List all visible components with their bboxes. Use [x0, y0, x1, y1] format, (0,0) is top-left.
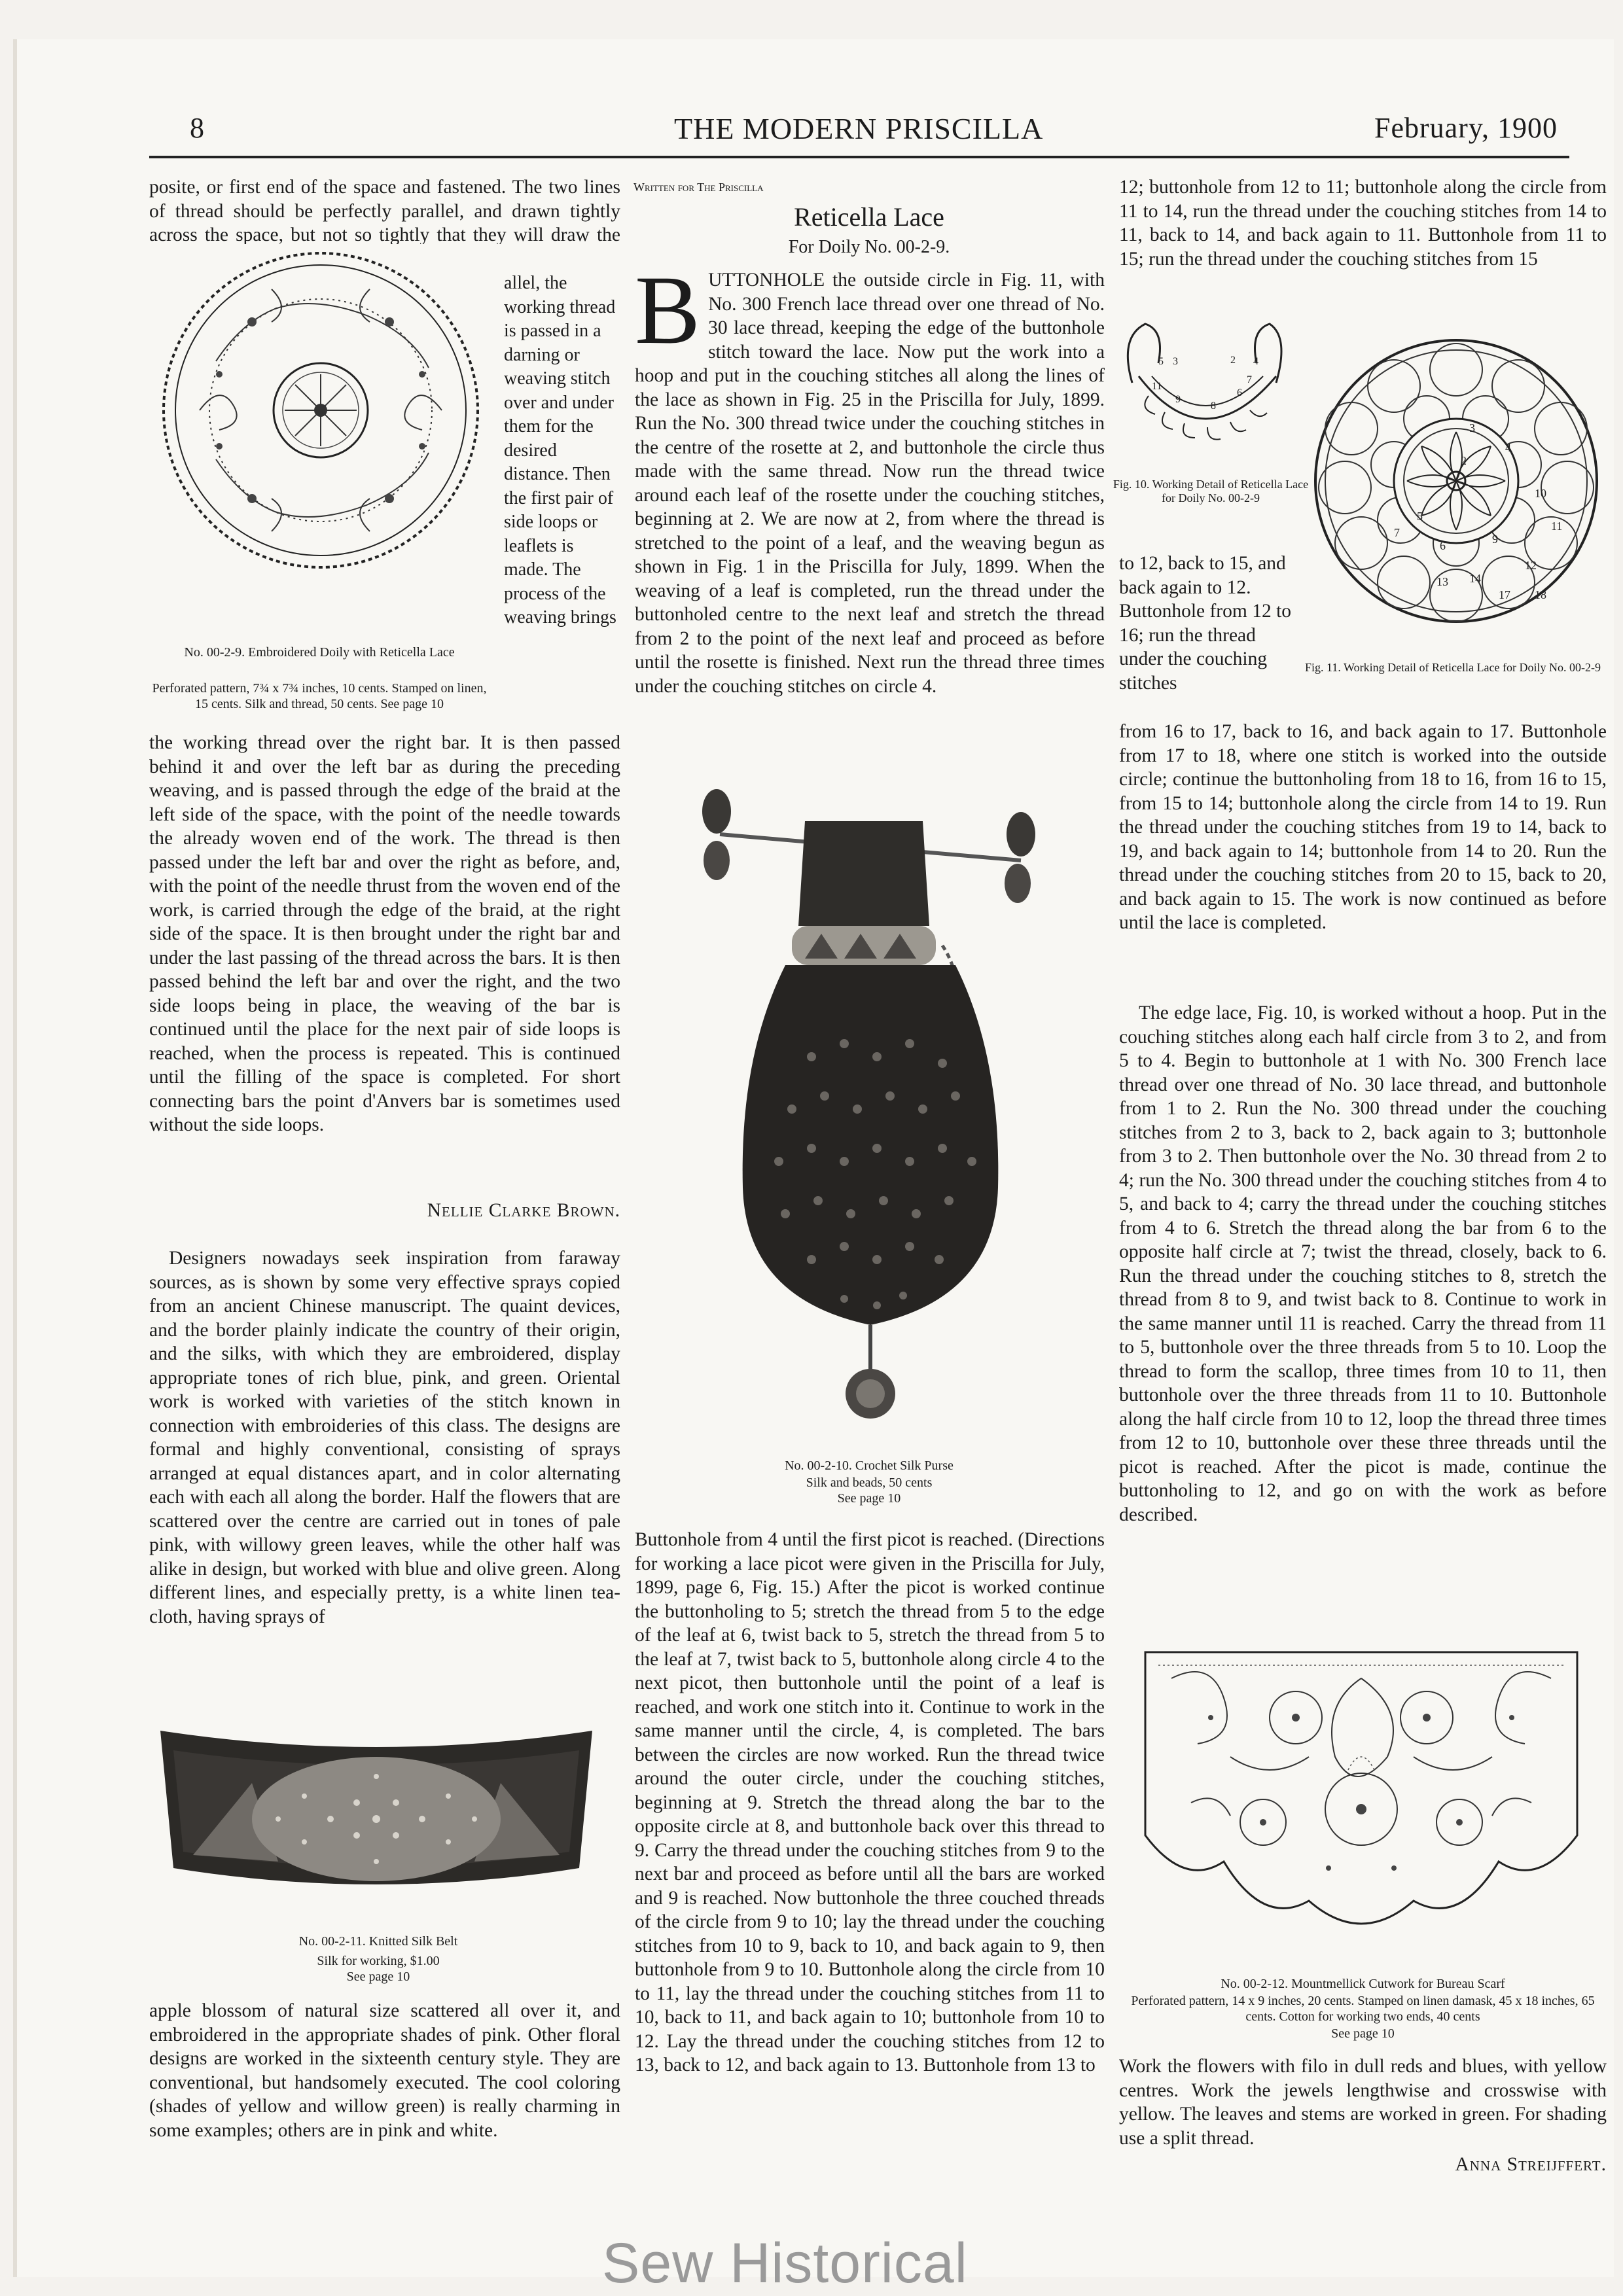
svg-text:7: 7 [1394, 526, 1400, 539]
svg-text:12: 12 [1525, 559, 1537, 572]
issue-date: February, 1900 [1374, 112, 1558, 144]
purse-caption-title: No. 00-2-10. Crochet Silk Purse [785, 1458, 954, 1473]
svg-text:5: 5 [1417, 510, 1423, 523]
svg-text:13: 13 [1436, 575, 1448, 588]
col3-para-mid: from 16 to 17, back to 16, and back again to 17. Buttonhole from 17 to 18, where one stitch is worked into the outside circle; continue the buttonholing from 18 to 16, from 16 to 15, from 15 to 14; buttonhole along the circle from 14 to 19. Run the thread under the couching stitches from 19 to 14, back to 19, and back again to 14; buttonhole from 14 to 20. Run the thread under the couching stitches from 20 to 15, back to 20, and back again to 15. The work is now continued as before until the lace is completed. [1119, 721, 1607, 933]
col1-para-bottom: apple blossom of natural size scattered all over it, and embroidered in the appropriate shades of pink. Other floral designs are worked in the sixteenth century style. They are conventional, but handsomely executed. The cool coloring (shades of yellow and willow green) is really charming in some examples; others are in pink and white. [149, 2000, 620, 2141]
scarf-caption-see: See page 10 [1331, 2026, 1395, 2041]
col1-para-top: posite, or first end of the space and fastened. The two lines of thread should be perfectly parallel, and drawn tightly across the space, but not so tightly that they will draw the [149, 177, 620, 244]
fig-crochet-purse [681, 782, 1060, 1449]
header-rule [149, 156, 1569, 158]
svg-text:14: 14 [1469, 572, 1481, 585]
col2-para-2: Buttonhole from 4 until the first picot is reached. (Directions for working a lace picot were given in the Priscilla for July, 1899, page 6, Fig. 15.) After the picot is worked continue the buttonholing to 5; stretch the thread from 5 to the edge of the leaf at 6, twist back to 5, stretch the thread from 5 to the leaf at 7, twist back to 5, buttonhole along circle 4 to the next picot, then buttonhole until the point of a leaf is reached, and work one stitch into it. Continue to work in the same manner until the circle, 4, is completed. The bars between the circles are now worked. Run the thread twice around the outer circle, under the couching stitches, beginning at 9. Stretch the thread along the bar to the opposite circle at 8, and buttonhole back over this thread to 9. Carry the thread under the couching stitches from 9 to the next bar and proceed as before until all the bars are worked and 9 is reached. Now buttonhole the three couched threads of the circle from 9 to 10; lay the thread under the couching stitches from 10 to 9, back to 10, and back again to 9, then buttonhole from 9 to 10. Buttonhole along the circle from 10 to 11, lay the thread under the couching stitches from 11 to 10, back to 11, and back again to 10; buttonhole from 10 to 12. Lay the thread under the couching stitches from 12 to 13, back to 12, and back again to 13. Buttonhole from 13 to [635, 1529, 1105, 2075]
page-number: 8 [190, 112, 205, 144]
purse-caption-body: Silk and beads, 50 cents [806, 1475, 933, 1490]
svg-text:8: 8 [1211, 400, 1216, 412]
svg-text:9: 9 [1175, 394, 1181, 405]
belt-caption-title: No. 00-2-11. Knitted Silk Belt [298, 1934, 458, 1949]
fig-embroidered-doily [154, 243, 488, 623]
belt-caption-see: See page 10 [346, 1969, 410, 1984]
svg-text:2: 2 [1230, 355, 1236, 366]
svg-text:11: 11 [1152, 381, 1162, 392]
article-title: Reticella Lace [794, 202, 944, 232]
signature-anna: Anna Streijffert. [1455, 2154, 1607, 2175]
article-subtitle: For Doily No. 00-2-9. [788, 237, 950, 257]
drop-cap: B [635, 268, 701, 364]
svg-text:5: 5 [1158, 356, 1164, 367]
col3-para-narrow: to 12, back to 15, and back again to 12. Buttonhole from 12 to 16; run the thread under the couching stitches [1119, 553, 1292, 694]
col2-para-1: B UTTONHOLE the outside circle in Fig. 11, with No. 300 French lace thread over one thread of No. 30 lace thread, keeping the edge of the buttonhole stitch toward the lace. Now put the work into a hoop and put in the couching stitches all along the lines of the lace as shown in Fig. 25 in the Priscilla for July, 1899. Run the No. 300 thread twice under the couching stitches in the centre of the rosette at 2, and buttonhole the circle thus made with the same thread. Now run the thread twice around each leaf of the rosette under the couching stitches, beginning at 2. We are now at 2, from where the thread is stretched to the point of a leaf, and the weaving begun as shown in Fig. 1 in the Priscilla for July, 1899. When the weaving of a leaf is completed, run the thread under the buttonholed centre to the next leaf and stretch the thread from 2 to the point of the next leaf and proceed as before until the rosette is finished. Next run the thread three times under the couching stitches on circle 4. [635, 268, 1105, 697]
written-for-note: Written for The Priscilla [633, 181, 764, 194]
fig-knitted-belt [147, 1704, 605, 1914]
svg-text:17: 17 [1499, 588, 1510, 601]
svg-text:10: 10 [1535, 487, 1546, 500]
doily-caption-title: No. 00-2-9. Embroidered Doily with Reticella Lace [184, 645, 455, 660]
scarf-caption-body: Perforated pattern, 14 x 9 inches, 20 cents. Stamped on linen damask, 45 x 18 inches, 65 cents. Cotton for working two ends, 40 cents [1131, 1994, 1595, 2024]
col1-para-designers: Designers nowadays seek inspiration from faraway sources, as is shown by some very effective sprays copied from an ancient Chinese manuscript. The quaint devices, and the border plainly indicate the country of their origin, and the silks, with which they are embroidered, display appropriate tones of rich blue, pink, and green. Oriental work is worked with varieties of the stitch known in connection with embroideries of this class. The designs are formal and highly conventional, consisting of sprays arranged at equal distances apart, and in color alternating each with each all along the border. Half the flowers that are scattered over the centre are carried out in tones of pale pink, with willowy green leaves, while the other half was alike in design, but worked with blue and olive green. Along different lines, and especially pretty, is a white linen tea-cloth, having sprays of [149, 1248, 620, 1627]
col3-para-bottom: Work the flowers with filo in dull reds and blues, with yellow centres. Work the jewels lengthwise and crosswise with yellow. The leaves and stems are worked in green. For shading use a split thread. [1119, 2056, 1607, 2149]
belt-caption-body: Silk for working, $1.00 [317, 1954, 440, 1968]
purse-caption-see: See page 10 [837, 1491, 901, 1506]
fig-11-reticella-rosette [1309, 334, 1603, 641]
svg-text:3: 3 [1469, 421, 1475, 434]
col1-para-continued: the working thread over the right bar. It is then passed behind it and over the left bar as during the preceding weaving, and is passed through the edge of the braid at the left side of the space, with the point of the needle towards the already woven end of the work. The thread is then passed under the left bar and over the right as before, and, with the point of the needle thrust from the woven end of the work, is carried through the edge of the braid, at the right side of the space. It is then brought under the right bar and under the last passing of the thread across the bars. It is then passed behind the left bar and over the right, and the two side loops being in place, the weaving of the bar is continued until the place for the next pair of side loops is reached, when the process is repeated. This is continued until the filling of the space is completed. For short connecting bars the point d'Anvers bar is sometimes used without the side loops. [149, 732, 620, 1135]
scarf-caption-title: No. 00-2-12. Mountmellick Cutwork for Bureau Scarf [1221, 1977, 1505, 1991]
watermark-text: Sew Historical [602, 2232, 968, 2295]
col3-para-edge: The edge lace, Fig. 10, is worked without a hoop. Put in the couching stitches along each half circle from 3 to 2, and from 5 to 4. Begin to buttonhole at 1 with No. 300 French lace thread over one thread of No. 30 lace thread, and buttonhole from 1 to 2. Run the No. 300 thread under the couching stitches from 2 to 3, back to 2, back again to 3; buttonhole from 3 to 2. Then buttonhole over the No. 30 thread from 2 to 4; run the No. 300 thread under the couching stitches from 4 to 5, and back to 4; carry the thread under the couching stitches from 4 to 6. Stretch the thread along the bar from 6 to the opposite half circle at 7; twist the thread, closely, back to 6. Run the thread under the couching stitches to 8, stretch the thread from 8 to 9, and twist back to 8. Continue to work in the same manner until 11 is reached. Carry the thread from 11 to 5, buttonhole over the three threads from 5 to 10. Loop the thread to form the scallop, three times from 10 to 11, then buttonhole over the three threads from 11 to 10. Buttonhole along the half circle from 10 to 12, loop the thread three times from 12 to 10, buttonhole over these three threads until the picot is reached. After the picot is made, continue the buttonholing to 12, and go on with the work as before described. [1119, 1002, 1607, 1525]
svg-text:7: 7 [1247, 374, 1252, 385]
svg-text:6: 6 [1440, 539, 1446, 552]
svg-text:2: 2 [1461, 454, 1467, 467]
svg-text:9: 9 [1492, 533, 1498, 546]
fig-mountmellick-scarf [1132, 1639, 1590, 1953]
doily-caption-body: Perforated pattern, 7¾ x 7¾ inches, 10 cents. Stamped on linen, 15 cents. Silk and thread, 50 cents. See page 10 [152, 681, 487, 711]
signature-nellie: Nellie Clarke Brown. [427, 1200, 620, 1221]
fig10-caption: Fig. 10. Working Detail of Reticella Lace for Doily No. 00-2-9 [1113, 478, 1309, 504]
svg-text:6: 6 [1237, 387, 1242, 398]
fig11-caption: Fig. 11. Working Detail of Reticella Lace for Doily No. 00-2-9 [1305, 661, 1601, 674]
col1-narrow-text: allel, the working thread is passed in a darning or weaving stitch over and under them for the desired distance. Then the first pair of side loops or leaflets is made. The process of the weaving brings [504, 273, 616, 627]
magazine-title: THE MODERN PRISCILLA [674, 112, 1044, 145]
fig-10-edge-lace [1113, 304, 1309, 474]
col3-para-top: 12; buttonhole from 12 to 11; buttonhole along the circle from 11 to 14, run the thread under the couching stitches from 14 to 11, back to 14, and back again to 11. Buttonhole from 11 to 15; run the thread under the couching stitches from 15 [1119, 177, 1607, 270]
svg-text:4: 4 [1253, 356, 1258, 367]
svg-text:3: 3 [1173, 356, 1178, 367]
svg-text:11: 11 [1551, 520, 1563, 533]
svg-text:4: 4 [1505, 441, 1511, 454]
svg-text:18: 18 [1535, 588, 1546, 601]
